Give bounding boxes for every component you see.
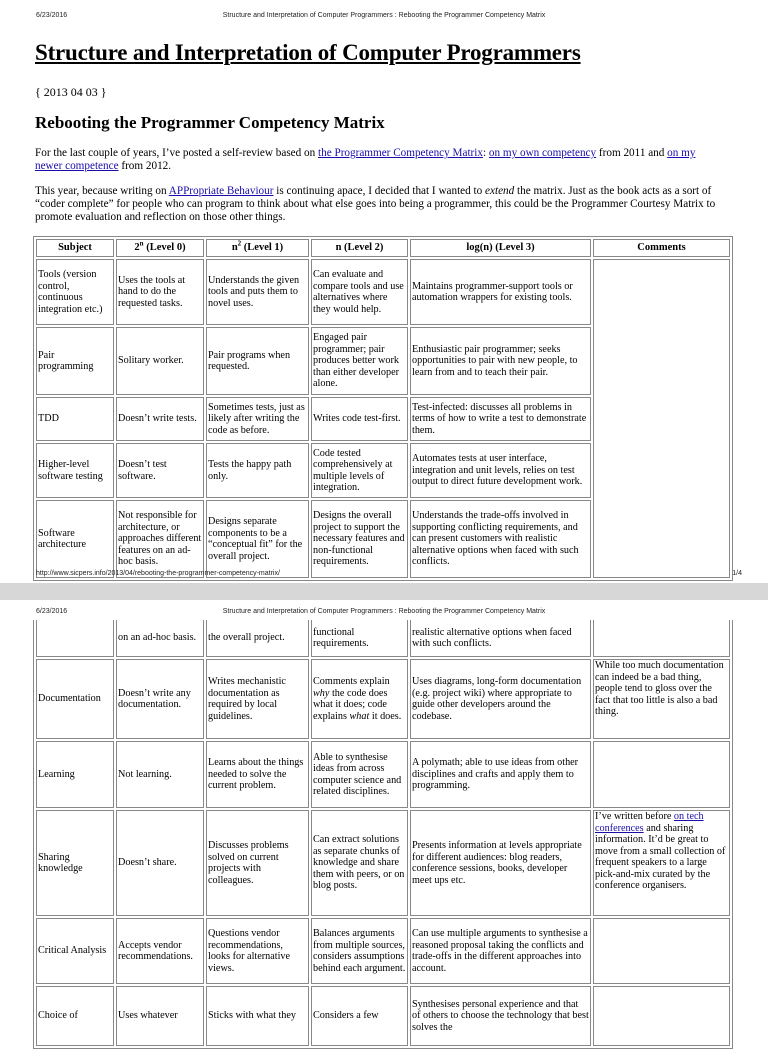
- cell-subject: Choice of: [36, 986, 114, 1046]
- cell-level-0: Accepts vendor recommendations.: [116, 918, 204, 984]
- header-subject: Subject: [36, 239, 114, 257]
- cell-level-1: Sometimes tests, just as likely after writing the code as before.: [206, 397, 309, 441]
- cell-level-0: on an ad-hoc basis.: [116, 619, 204, 657]
- header-level-3: log(n) (Level 3): [410, 239, 591, 257]
- cell-level-1: the overall project.: [206, 619, 309, 657]
- cell-level-3: Presents information at levels appropriate for different audiences: blog readers, conference sessions, books, developer meet ups etc.: [410, 810, 591, 916]
- competency-matrix-part-1: [33, 236, 737, 567]
- cell-level-3: Test-infected: discusses all problems in terms of how to write a test to demonstrate them.: [410, 397, 591, 441]
- table-header-row: [36, 239, 730, 257]
- cell-level-3: Uses diagrams, long-form documentation (e.g. project wiki) where appropriate to guide other developers around the codebase.: [410, 659, 591, 739]
- cell-level-0: Solitary worker.: [116, 327, 204, 395]
- table-row: [36, 619, 730, 657]
- competency-matrix-table: [33, 236, 733, 581]
- cell-subject: Sharing knowledge: [36, 810, 114, 916]
- table-row: [36, 810, 730, 916]
- cell-comment: [593, 986, 730, 1046]
- cell-level-2: Writes code test-first.: [311, 397, 408, 441]
- competency-matrix-table-continued: [33, 616, 733, 1049]
- cell-level-2: Considers a few: [311, 986, 408, 1046]
- cell-level-0: Doesn’t write tests.: [116, 397, 204, 441]
- cell-level-3: Automates tests at user interface, integration and unit levels, relies on test output to direct future development work.: [410, 443, 591, 498]
- cell-subject: Higher-level software testing: [36, 443, 114, 498]
- cell-level-2: Engaged pair programmer; pair produces better work than either developer alone.: [311, 327, 408, 395]
- cell-level-2: functional requirements.: [311, 619, 408, 657]
- cell-level-3: Can use multiple arguments to synthesise a reasoned proposal taking the conflicts and trade-offs in the different approaches into account.: [410, 918, 591, 984]
- cell-level-0: Doesn’t share.: [116, 810, 204, 916]
- cell-comment: I’ve written before on tech conferences and sharing information. It’d be great to move from a small collection of frequent speakers to a large pick-and-mix curated by the conference organisers.: [593, 810, 730, 916]
- print-date-2: 6/23/2016: [36, 608, 68, 615]
- cell-level-0: Uses whatever: [116, 986, 204, 1046]
- cell-subject: TDD: [36, 397, 114, 441]
- print-date: 6/23/2016: [36, 12, 68, 19]
- table-row: [36, 741, 730, 808]
- cell-level-1: Understands the given tools and puts them to novel uses.: [206, 259, 309, 325]
- table-row: [36, 918, 730, 984]
- intro-paragraph-1: For the last couple of years, I’ve posted a self-review based on the Programmer Competency Matrix: on my own competency from 2011 and on my newer competence from 2012.: [35, 147, 696, 172]
- cell-level-0: Uses the tools at hand to do the requested tasks.: [116, 259, 204, 325]
- intro-paragraph-2: This year, because writing on APPropriate Behaviour is continuing apace, I decided that I wanted to extend the matrix. Just as the book acts as a sort of “coder complete” for people who can program to think about what else goes into being a programmer, this could be the Programmer Courtesy Matrix to promote evaluation and reflection on those other things.: [35, 185, 716, 223]
- print-page-number: 1/4: [732, 570, 742, 577]
- cell-subject: Critical Analysis: [36, 918, 114, 984]
- cell-level-2: Designs the overall project to support the necessary features and non-functional requirements.: [311, 500, 408, 578]
- cell-level-1: Writes mechanistic documentation as required by local guidelines.: [206, 659, 309, 739]
- cell-level-1: Designs separate components to be a “conceptual fit” for the overall project.: [206, 500, 309, 578]
- print-title: Structure and Interpretation of Computer Programmers : Rebooting the Programmer Competency Matrix: [222, 12, 546, 19]
- competency-matrix-link[interactable]: the Programmer Competency Matrix: [318, 147, 483, 159]
- header-level-1: $n^2$ (Level 1): [206, 239, 309, 257]
- print-page-2: [0, 600, 768, 1033]
- cell-level-0: Not responsible for architecture, or approaches different features on an ad-hoc basis.: [116, 500, 204, 578]
- cell-level-3: Maintains programmer-support tools or automation wrappers for existing tools.: [410, 259, 591, 325]
- post-title: Rebooting the Programmer Competency Matrix: [35, 113, 385, 132]
- newer-competence-link[interactable]: on my newer competence: [35, 147, 696, 172]
- cell-comment: [593, 741, 730, 808]
- site-title[interactable]: Structure and Interpretation of Computer Programmers: [35, 40, 581, 65]
- cell-comment: [593, 619, 730, 657]
- header-level-0: 2$^n$ (Level 0): [116, 239, 204, 257]
- cell-level-2: Balances arguments from multiple sources, considers assumptions behind each argument.: [311, 918, 408, 984]
- cell-level-2: Comments explain why the code does what it does; code explains what it does.: [311, 659, 408, 739]
- cell-level-2: Can evaluate and compare tools and use alternatives where they would help.: [311, 259, 408, 325]
- cell-subject: Pair programming: [36, 327, 114, 395]
- cell-level-3: realistic alternative options when faced with such conflicts.: [410, 619, 591, 657]
- cell-comment: While too much documentation can indeed be a bad thing, people tend to gloss over the fact that too little is also a bad thing.: [593, 659, 730, 739]
- cell-subject: Tools (version control, continuous integration etc.): [36, 259, 114, 325]
- cell-subject: Software architecture: [36, 500, 114, 578]
- print-header-2: [0, 604, 768, 620]
- cell-level-1: Discusses problems solved on current projects with colleagues.: [206, 810, 309, 916]
- cell-subject: [36, 619, 114, 657]
- cell-level-1: Learns about the things needed to solve the current problem.: [206, 741, 309, 808]
- appropriate-behaviour-link[interactable]: APPropriate Behaviour: [168, 185, 274, 197]
- own-competency-link[interactable]: on my own competency: [488, 147, 597, 159]
- cell-level-2: Code tested comprehensively at multiple levels of integration.: [311, 443, 408, 498]
- cell-level-3: A polymath; able to use ideas from other disciplines and crafts and apply them to programming.: [410, 741, 591, 808]
- cell-subject: Learning: [36, 741, 114, 808]
- header-comments: Comments: [593, 239, 730, 257]
- cell-level-1: Pair programs when requested.: [206, 327, 309, 395]
- header-level-2: n (Level 2): [311, 239, 408, 257]
- table-row: [36, 259, 730, 325]
- table-row: [36, 986, 730, 1046]
- competency-matrix-part-2: [33, 600, 737, 1033]
- cell-level-3: Enthusiastic pair programmer; seeks opportunities to pair with new people, to learn from and to teach their pair.: [410, 327, 591, 395]
- cell-level-1: Tests the happy path only.: [206, 443, 309, 498]
- cell-comment: [593, 259, 730, 578]
- cell-level-1: Sticks with what they: [206, 986, 309, 1046]
- cell-level-3: Synthesises personal experience and that of others to choose the technology that best solves the: [410, 986, 591, 1046]
- tech-conferences-link[interactable]: on tech conferences: [595, 811, 704, 834]
- page-separator: [0, 583, 768, 600]
- cell-subject: Documentation: [36, 659, 114, 739]
- cell-level-0: Doesn’t write any documentation.: [116, 659, 204, 739]
- cell-level-0: Doesn’t test software.: [116, 443, 204, 498]
- print-url: http://www.sicpers.info/2013/04/rebooting-the-programmer-competency-matrix/: [36, 570, 280, 577]
- print-title-2: Structure and Interpretation of Computer Programmers : Rebooting the Programmer Competency Matrix: [222, 608, 546, 615]
- cell-level-2: Able to synthesise ideas from across computer science and related disciplines.: [311, 741, 408, 808]
- cell-level-3: Understands the trade-offs involved in supporting conflicting requirements, and can present customers with realistic alternative options when faced with such conflicts.: [410, 500, 591, 578]
- cell-level-1: Questions vendor recommendations, looks for alternative views.: [206, 918, 309, 984]
- cell-level-0: Not learning.: [116, 741, 204, 808]
- cell-comment: [593, 918, 730, 984]
- table-row: [36, 659, 730, 739]
- post-date: { 2013 04 03 }: [35, 85, 107, 99]
- cell-level-2: Can extract solutions as separate chunks of knowledge and share them with peers, or on blog posts.: [311, 810, 408, 916]
